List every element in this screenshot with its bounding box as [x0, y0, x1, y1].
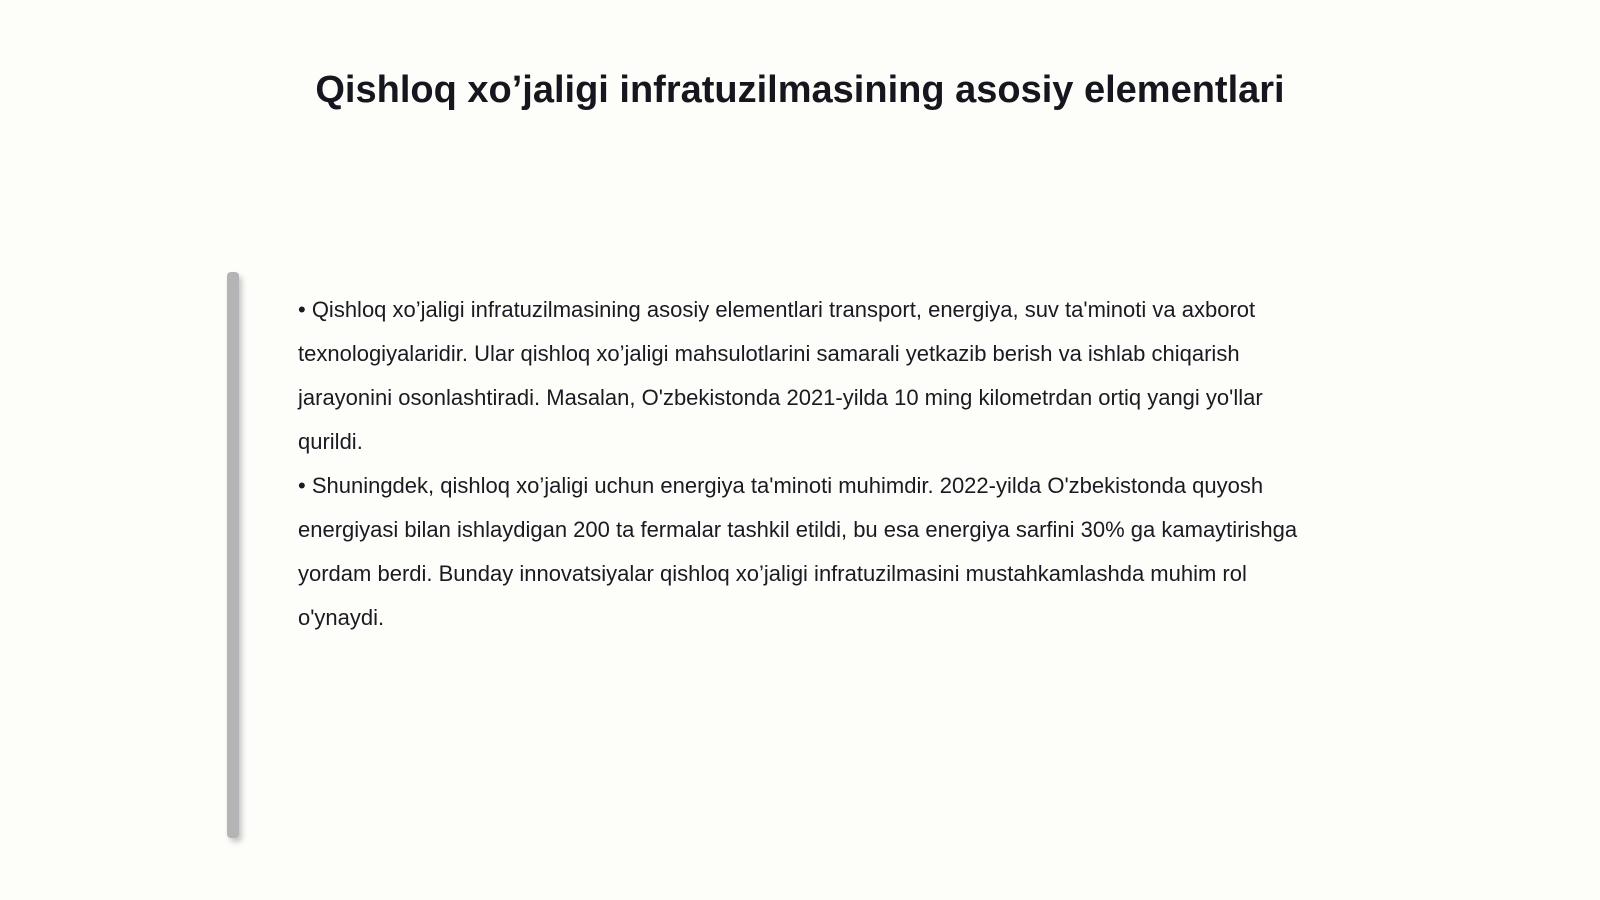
slide-title: Qishloq xo’jaligi infratuzilmasining asosiy elementlari — [315, 69, 1285, 111]
slide-body — [298, 288, 1298, 640]
vertical-accent-bar — [227, 272, 239, 838]
bullet-paragraph-2: • Shuningdek, qishloq xo’jaligi uchun energiya ta'minoti muhimdir. 2022-yilda O'zbekistonda quyosh energiyasi bilan ishlaydigan 200 ta fermalar tashkil etildi, bu esa energiya sarfini 30% ga kamaytirishga yordam berdi. Bunday innovatsiyalar qishloq xo’jaligi infratuzilmasini mustahkamlashda muhim rol o'ynaydi. — [298, 473, 1298, 630]
bullet-paragraph-1: • Qishloq xo’jaligi infratuzilmasining asosiy elementlari transport, energiya, suv ta'minoti va axborot texnologiyalaridir. Ular qishloq xo’jaligi mahsulotlarini samarali yetkazib berish va ishlab chiqarish jarayonini osonlashtiradi. Masalan, O'zbekistonda 2021-yilda 10 ming kilometrdan ortiq yangi yo'llar qurildi. — [298, 297, 1263, 454]
